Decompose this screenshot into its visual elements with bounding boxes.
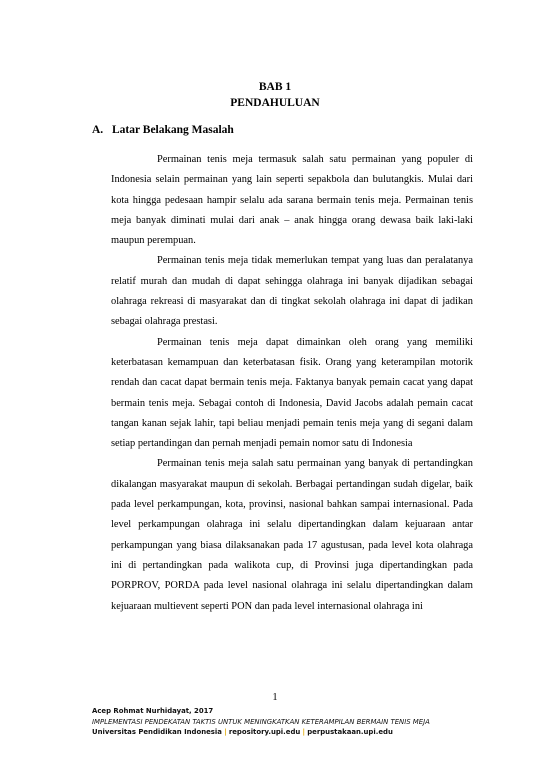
footer-links (92, 727, 522, 738)
section-number: A. (92, 124, 104, 136)
chapter-title: PENDAHULUAN (230, 97, 320, 109)
footer-repository-link[interactable]: repository.upi.edu (228, 728, 301, 737)
body-text (111, 150, 473, 617)
paragraph: Permainan tenis meja dapat dimainkan oleh orang yang memiliki keterbatasan kemampuan dan keterbatasan fisik. Orang yang keterampilan motorik rendah dan cacat dapat bermain tenis meja. Faktanya banyak pemain cacat yang dapat bermain tenis meja. Sebagai contoh di Indonesia, David Jacobs adalah pemain cacat tangan kanan sejak lahir, tapi beliau menjadi pemain tenis meja yang di segani dalam setiap pertandingan dan pernah menjadi pemain nomor satu di Indonesia (111, 336, 473, 450)
page-number: 1 (272, 692, 278, 703)
paragraph: Permainan tenis meja termasuk salah satu permainan yang populer di Indonesia selain permainan yang lain seperti sepakbola dan bulutangkis. Mulai dari kota hingga pedesaan hampir selalu ada sarana bermain tenis meja. Permainan tenis meja banyak diminati mulai dari anak – anak hingga orang dewasa baik laki-laki maupun perempuan. (111, 154, 473, 247)
footer-author: Acep Rohmat Nurhidayat, 2017 (92, 707, 214, 715)
footer-thesis-title: IMPLEMENTASI PENDEKATAN TAKTIS UNTUK MENINGKATKAN KETERAMPILAN BERMAIN TENIS MEJA (92, 717, 430, 726)
chapter-number: BAB 1 (258, 81, 292, 93)
paragraph: Permainan tenis meja tidak memerlukan tempat yang luas dan peralatanya relatif murah dan mudah di dapat sehingga olahraga ini banyak dijadikan sebagai olahraga rekreasi di masyarakat dan di tingkat sekolah olahraga ini dapat di jadikan sebagai olahraga prestasi. (111, 255, 473, 328)
section-title: Latar Belakang Masalah (112, 124, 234, 136)
page-footer (92, 706, 522, 738)
footer-institution: Universitas Pendidikan Indonesia (92, 728, 222, 737)
footer-library-link[interactable]: perpustakaan.upi.edu (307, 728, 393, 737)
footer-separator: | (224, 728, 227, 737)
footer-separator: | (302, 728, 306, 737)
paragraph: Permainan tenis meja salah satu permainan yang banyak di pertandingkan dikalangan masyarakat maupun di sekolah. Berbagai pertandingan sudah digelar, baik pada level perkampungan, kota, provinsi, nasional bahkan sampai internasional. Pada level perkampungan olahraga ini selalu dipertandingkan dalam kejuaraan antar perkampungan yang biasa dilaksanakan pada 17 agustusan, pada level kota olahraga ini di pertandingkan pada walikota cup, di Provinsi juga dipertandingkan pada PORPROV, PORDA pada level nasional olahraga ini selalu dipertandingkan dalam kejuaraan multievent seperti PON dan pada level internasional olahraga ini (111, 458, 473, 612)
section-heading (92, 124, 234, 136)
